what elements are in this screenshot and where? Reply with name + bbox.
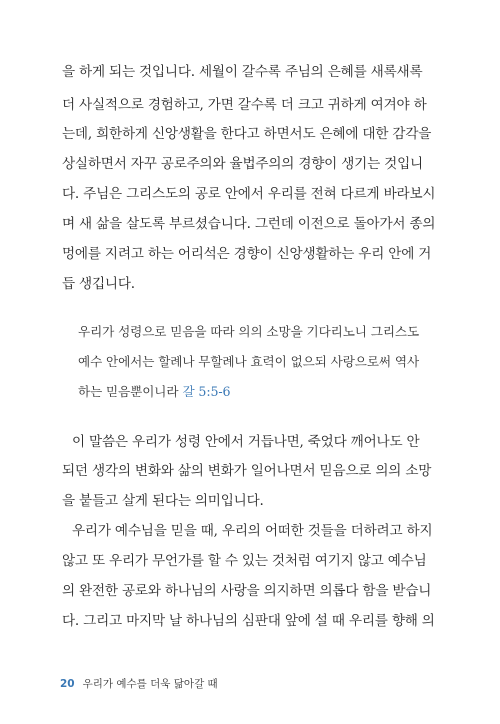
page-footer [60, 676, 218, 691]
text-line: 다. 그리고 마지막 날 하나님의 심판대 앞에 설 때 우리를 향해 의 [62, 613, 435, 629]
text-line: 우리가 예수님을 믿을 때, 우리의 어떠한 것들을 더하려고 하지 [72, 523, 433, 539]
page-number: 20 [60, 678, 75, 690]
quote-text: 하는 믿음뿐이니라 [78, 384, 179, 399]
text-line: 멍에를 지려고 하는 어리석은 경향이 신앙생활하는 우리 안에 거 [62, 246, 432, 262]
book-title: 우리가 예수를 더욱 닮아갈 때 [82, 678, 218, 690]
text-line: 며 새 삶을 살도록 부르셨습니다. 그런데 이전으로 돌아가서 종의 [62, 216, 436, 232]
text-line: 을 하게 되는 것입니다. 세월이 갈수록 주님의 은혜를 새록새록 [62, 64, 423, 80]
quote-line-last [78, 383, 230, 401]
quote-line: 우리가 성령으로 믿음을 따라 의의 소망을 기다리노니 그리스도 [78, 324, 420, 339]
scripture-reference: 갈 5:5-6 [182, 384, 231, 399]
text-line: 듭 생깁니다. [62, 276, 135, 292]
quote-line: 예수 안에서는 할례나 무할례나 효력이 없으되 사랑으로써 역사 [78, 354, 420, 369]
text-line: 않고 또 우리가 무언가를 할 수 있는 것처럼 여기지 않고 예수님 [62, 553, 427, 569]
text-line: 상실하면서 자꾸 공로주의와 율법주의의 경향이 생기는 것입니 [62, 156, 423, 172]
text-line: 을 붙들고 살게 된다는 의미입니다. [62, 493, 264, 509]
text-line: 되던 생각의 변화와 삶의 변화가 일어나면서 믿음으로 의의 소망 [62, 463, 432, 479]
text-line: 는데, 희한하게 신앙생활을 한다고 하면서도 은혜에 대한 감각을 [62, 126, 432, 142]
text-line: 이 말씀은 우리가 성령 안에서 거듭나면, 죽었다 깨어나도 안 [72, 434, 420, 450]
text-line: 더 사실적으로 경험하고, 가면 갈수록 더 크고 귀하게 여겨야 하 [62, 97, 427, 113]
text-line: 다. 주님은 그리스도의 공로 안에서 우리를 전혀 다르게 바라보시 [62, 186, 436, 202]
text-line: 의 완전한 공로와 하나님의 사랑을 의지하면 의롭다 함을 받습니 [62, 583, 432, 599]
